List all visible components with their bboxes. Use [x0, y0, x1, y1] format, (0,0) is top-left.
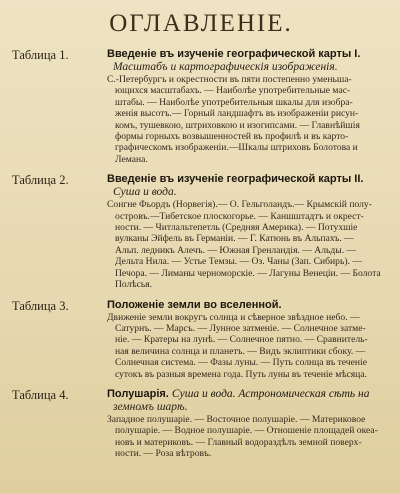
toc-entry	[12, 299, 390, 380]
table-number: Таблица 1.	[12, 48, 69, 62]
description-line: сутокъ въ разныя времена года. Путь луны въ теченіе мѣсяца.	[115, 368, 367, 380]
description-line: Полѣсья.	[115, 279, 153, 291]
toc-entry	[12, 173, 390, 290]
toc-entry	[12, 388, 390, 460]
description-line: Движеніе земли вокругъ солнца и сѣверное звѣздное небо. —	[107, 311, 360, 323]
table-number: Таблица 4.	[12, 387, 69, 402]
description-line: штабы. — Наиболѣе употребительныя шкалы для изобра-	[115, 96, 353, 108]
description-line: ющихся масштабахъ. — Наиболѣе употребительные мас-	[115, 85, 351, 97]
entry-body	[107, 173, 390, 290]
description-line: Солнечная система. — Фазы луны. — Путь солнца въ теченіе	[115, 357, 367, 369]
description-line: ніе. — Кратеры на лунѣ. — Солнечное пятно. — Сравнитель-	[115, 334, 368, 346]
entry-subtitle: Суша и вода.	[113, 186, 177, 199]
description-line: ная величина солнца и планетъ. — Видъ эклиптики сбоку. —	[115, 345, 366, 357]
entry-subtitle: Масштабъ и картографическія изображенія.	[113, 61, 338, 73]
page-title: ОГЛАВЛЕНІЕ.	[109, 10, 293, 37]
description-line: графическомъ изображеніи.—Шкалы штриховъ Болотова и	[115, 142, 358, 154]
entry-heading-italic: Суша и вода. Астрономическая сѣть на	[171, 387, 370, 400]
description-line: ности. — Читлальтепетль (Средняя Америка). — Потухшіе	[115, 222, 358, 234]
description-line: новъ и материковъ. — Главный водораздѣлъ земной поверх-	[115, 436, 362, 448]
description-line: полушаріе. — Водное полушаріе. — Отношеніе площадей океа-	[115, 425, 378, 437]
table-number: Таблица 2.	[12, 173, 69, 188]
entry-heading: Введеніе въ изученіе географической карты II.	[107, 173, 364, 186]
entry-description	[107, 414, 390, 460]
entry-heading: Введеніе въ изученіе географической карты I.	[107, 48, 361, 60]
description-line: вулканы Эйфель въ Германіи. — Г. Катюнь въ Альпахъ. —	[115, 233, 354, 245]
table-number: Таблица 3.	[12, 298, 69, 313]
description-line: Лемана.	[115, 153, 148, 165]
description-line: Сонгне Фьордъ (Норвегія).— О. Гельголандъ.— Крымскій полу-	[107, 199, 372, 211]
description-line: островъ.—Тибетское плоскогорье. — Каншштадтъ и окрест-	[115, 210, 364, 222]
description-line: женія высотъ.— Горный ландшафтъ въ изображеніи рисун-	[115, 108, 359, 120]
description-line: формы горныхъ возвышенностей въ профилѣ и въ карто-	[115, 131, 349, 143]
entry-heading: Положеніе земли во вселенной.	[107, 298, 282, 311]
entry-heading	[107, 388, 390, 401]
entry-body	[107, 299, 390, 380]
description-line: Сатурнъ. — Марсъ. — Лунное затменіе. — Солнечное затме-	[115, 322, 366, 334]
description-line: Печора. — Лиманы черноморскіе. — Лагуны Венеціи. — Болота	[115, 267, 381, 279]
description-line: Дельта Нила. — Устье Темзы. — Оз. Чаны (Зап. Сибирь). —	[115, 256, 362, 268]
description-line: С.-Петербургъ и окрестности въ пяти постепенно уменьша-	[107, 74, 352, 85]
entry-description	[107, 74, 390, 165]
entry-subtitle: земномъ шарѣ.	[113, 400, 188, 413]
description-line: Западное полушаріе. — Восточное полушаріе. — Материковое	[107, 413, 366, 425]
entry-description	[107, 312, 390, 380]
toc-entry	[12, 48, 390, 165]
entry-heading-bold: Полушарія.	[107, 387, 169, 400]
entry-body	[107, 48, 390, 165]
description-line: ности. — Роза вѣтровъ.	[115, 448, 212, 460]
entry-body	[107, 388, 390, 460]
entry-description	[107, 199, 390, 290]
description-line: Альп. ледникъ Алечъ. — Южная Гренландія. — Альды. —	[115, 244, 357, 256]
description-line: комъ, тушевкою, штриховкою и изогипсами. — Главнѣйшія	[115, 119, 360, 131]
